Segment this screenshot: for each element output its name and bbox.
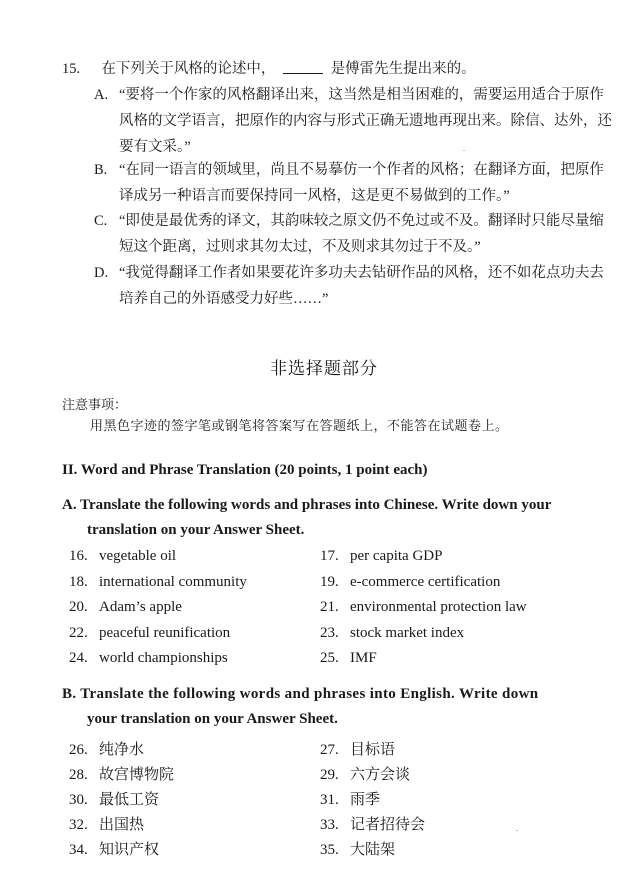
translation-item <box>69 625 230 642</box>
item-number: 27. <box>320 742 339 758</box>
item-text: environmental protection law <box>350 599 527 615</box>
question-15-stem <box>62 57 476 78</box>
translation-item <box>320 574 500 591</box>
translation-item <box>320 813 425 834</box>
option-letter: A. <box>94 87 109 103</box>
translation-item <box>320 650 377 667</box>
translation-item <box>320 838 395 859</box>
question-stem-after: 是傅雷先生提出来的。 <box>330 61 476 77</box>
option-text-line: 培养自己的外语感受力好些……” <box>119 291 329 307</box>
item-text: 知识产权 <box>99 842 160 858</box>
item-number: 35. <box>320 842 339 858</box>
item-text: 纯净水 <box>99 742 145 758</box>
notes-title: 注意事项： <box>62 397 128 412</box>
item-text: 目标语 <box>350 742 396 758</box>
item-number: 28. <box>69 767 88 783</box>
option-text-line: 风格的文学语言，把原作的内容与形式正确无遗地再现出来。除信、达外，还 <box>119 113 612 129</box>
option-a <box>94 82 612 160</box>
item-number: 29. <box>320 767 339 783</box>
option-text-line: “在同一语言的领域里，尚且不易摹仿一个作者的风格；在翻译方面，把原作 <box>119 162 604 178</box>
answer-blank <box>283 58 323 74</box>
notes-body: 用黑色字迹的签字笔或钢笔将答案写在答题纸上，不能答在试题卷上。 <box>90 418 509 433</box>
item-number: 19. <box>320 573 339 590</box>
option-letter: D. <box>94 265 109 281</box>
part-a-title-line-2: translation on your Answer Sheet. <box>87 522 305 538</box>
part-a-title-line-1: A. Translate the following words and phrases into Chinese. Write down your <box>62 497 552 513</box>
item-text: peaceful reunification <box>99 624 231 641</box>
item-number: 24. <box>69 650 88 666</box>
part-a-title <box>62 493 551 543</box>
item-text: stock market index <box>350 624 465 641</box>
translation-item <box>320 625 464 642</box>
item-text: Adam’s apple <box>99 599 182 615</box>
item-text: IMF <box>350 650 377 666</box>
option-letter: B. <box>94 162 108 178</box>
scan-speck <box>516 830 518 831</box>
part-b-title-line-2: your translation on your Answer Sheet. <box>87 711 338 727</box>
option-d <box>94 260 604 312</box>
item-number: 34. <box>69 842 88 858</box>
option-text-line: 要有文采。” <box>119 139 191 155</box>
section-2-title: II. Word and Phrase Translation (20 points, 1 point each) <box>62 462 428 478</box>
option-text-line: 译成另一种语言而要保持同一风格，这是更不易做到的工作。” <box>119 188 510 204</box>
option-c <box>94 208 604 260</box>
translation-item <box>69 574 247 591</box>
translation-item <box>320 599 527 616</box>
item-number: 18. <box>69 573 88 590</box>
item-text: international community <box>99 573 247 590</box>
option-text-line: 短这个距离，过则求其勿太过，不及则求其勿过于不及。” <box>119 239 481 255</box>
item-text: 雨季 <box>350 792 381 808</box>
option-b <box>94 157 604 209</box>
item-number: 26. <box>69 742 88 758</box>
item-number: 16. <box>69 548 88 564</box>
option-text-line: “即使是最优秀的译文，其韵味较之原文仍不免过或不及。翻译时只能尽量缩 <box>119 213 604 229</box>
item-text: 故宫博物院 <box>99 767 175 783</box>
item-number: 30. <box>69 792 88 808</box>
item-number: 32. <box>69 817 88 833</box>
item-text: 大陆架 <box>350 842 396 858</box>
translation-item <box>320 763 410 784</box>
item-number: 17. <box>320 548 339 564</box>
item-number: 20. <box>69 599 88 615</box>
scan-speck <box>463 150 465 151</box>
part-b-title-line-1: B. Translate the following words and phrases into English. Write down <box>62 686 539 702</box>
item-text: 最低工资 <box>99 792 160 808</box>
item-number: 25. <box>320 650 339 666</box>
item-number: 22. <box>69 624 88 641</box>
item-text: 六方会谈 <box>350 767 411 783</box>
item-text: 出国热 <box>99 817 145 833</box>
translation-item <box>320 788 380 809</box>
option-text-line: “要将一个作家的风格翻译出来，这当然是相当困难的，需要运用适合于原作 <box>119 87 604 103</box>
translation-item <box>69 813 144 834</box>
item-number: 31. <box>320 792 339 808</box>
item-text: vegetable oil <box>99 548 177 564</box>
translation-item <box>69 788 159 809</box>
translation-item <box>320 738 395 759</box>
translation-item <box>69 599 182 616</box>
translation-item <box>69 738 144 759</box>
option-text-line: “我觉得翻译工作者如果要花许多功夫去钻研作品的风格，还不如花点功夫去 <box>119 265 604 281</box>
item-text: world championships <box>99 650 228 666</box>
option-letter: C. <box>94 213 108 229</box>
nonchoice-heading: 非选择题部分 <box>270 359 378 378</box>
part-b-title <box>62 682 538 732</box>
question-stem-before: 在下列关于风格的论述中， <box>101 61 276 77</box>
item-text: 记者招待会 <box>350 817 426 833</box>
translation-item <box>69 763 174 784</box>
item-number: 23. <box>320 624 339 641</box>
item-text: e-commerce certification <box>350 573 501 590</box>
translation-item <box>320 548 442 565</box>
translation-item <box>69 838 159 859</box>
translation-item <box>69 548 176 565</box>
translation-item <box>69 650 228 667</box>
item-number: 21. <box>320 599 339 615</box>
item-number: 33. <box>320 817 339 833</box>
question-number: 15. <box>62 61 81 77</box>
item-text: per capita GDP <box>350 548 443 564</box>
